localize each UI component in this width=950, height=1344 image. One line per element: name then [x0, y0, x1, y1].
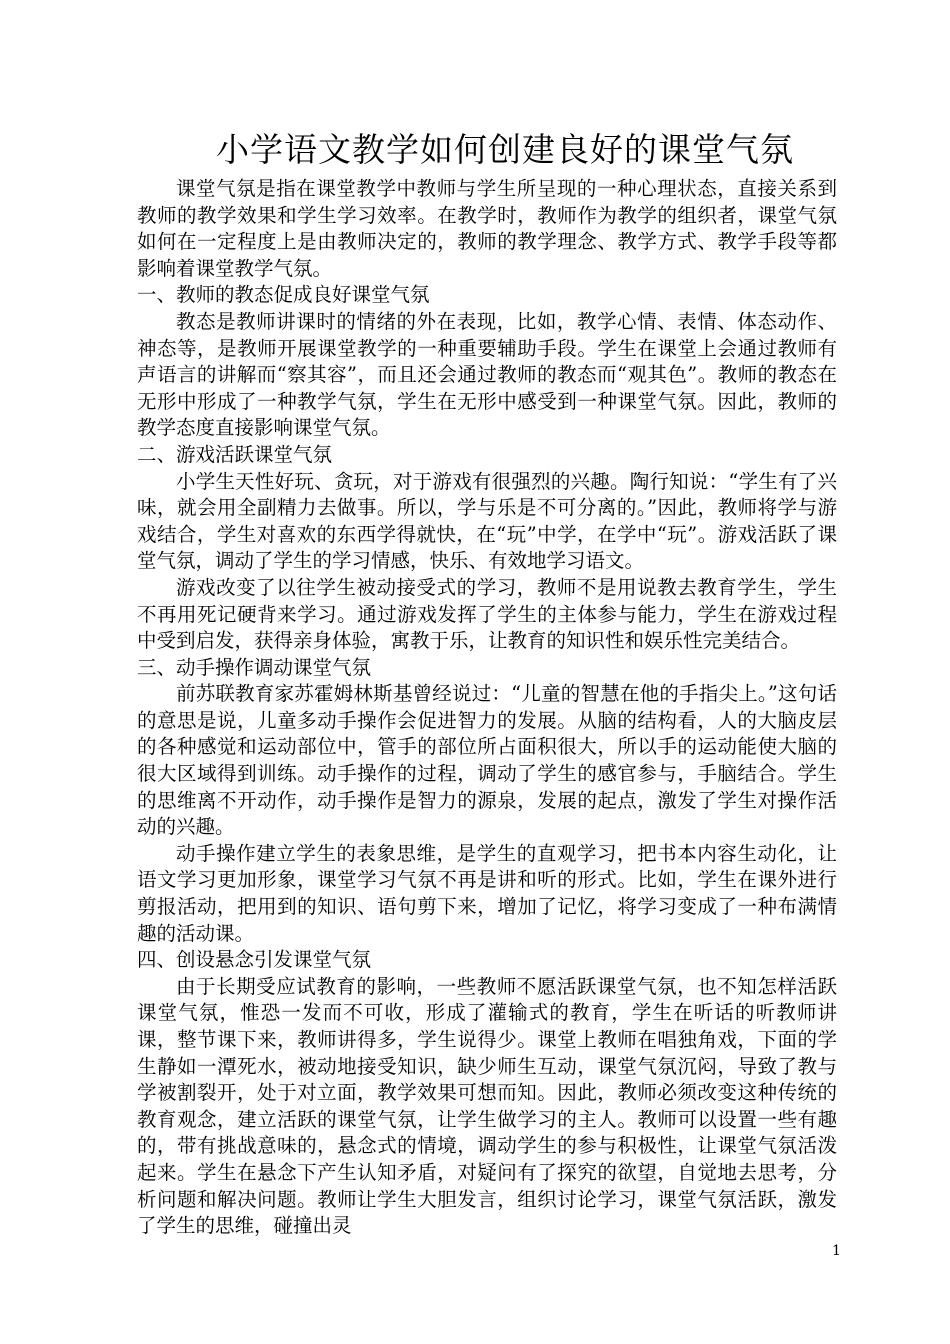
section-2-paragraph-2: 游戏改变了以往学生被动接受式的学习，教师不是用说教去教育学生，学生不再用死记硬背来学习。通过游戏发挥了学生的主体参与能力，学生在游戏过程中受到启发，获得亲身体验，寓教于乐，让教育的知识性和娱乐性完美结合。 — [137, 575, 837, 653]
section-heading-3: 三、动手操作调动课堂气氛 — [137, 655, 372, 679]
section-1-paragraph-1: 教态是教师讲课时的情绪的外在表现，比如，教学心情、表情、体态动作、神态等，是教师开展课堂教学的一种重要辅助手段。学生在课堂上会通过教师有声语言的讲解而“察其容”，而且还会通过教师的教态而“观其色”。教师的教态在无形中形成了一种教学气氛，学生在无形中感受到一种课堂气氛。因此，教师的教学态度直接影响课堂气氛。 — [137, 309, 837, 440]
section-4-paragraph-1: 由于长期受应试教育的影响，一些教师不愿活跃课堂气氛，也不知怎样活跃课堂气氛，惟恐一发而不可收，形成了灌输式的教育，学生在听话的听教师讲课，整节课下来，教师讲得多，学生说得少。课堂上教师在唱独角戏，下面的学生静如一潭死水，被动地接受知识，缺少师生互动，课堂气氛沉闷，导致了教与学被割裂开，处于对立面，教学效果可想而知。因此，教师必须改变这种传统的教育观念，建立活跃的课堂气氛，让学生做学习的主人。教师可以设置一些有趣的，带有挑战意味的，悬念式的情境，调动学生的参与积极性，让课堂气氛活泼起来。学生在悬念下产生认知矛盾，对疑问有了探究的欲望，自觉地去思考，分析问题和解决问题。教师让学生大胆发言，组织讨论学习，课堂气氛活跃，激发了学生的思维，碰撞出灵 — [137, 974, 837, 1238]
section-heading-1: 一、教师的教态促成良好课堂气氛 — [137, 283, 430, 307]
section-3-paragraph-1: 前苏联教育家苏霍姆林斯基曾经说过：“儿童的智慧在他的手指尖上。”这句话的意思是说，儿童多动手操作会促进智力的发展。从脑的结构看，人的大脑皮层的各种感觉和运动部位中，管手的部位所占面积很大，所以手的运动能使大脑的很大区域得到训练。动手操作的过程，调动了学生的感官参与，手脑结合。学生的思维离不开动作，动手操作是智力的源泉，发展的起点，激发了学生对操作活动的兴趣。 — [137, 682, 837, 839]
intro-paragraph: 课堂气氛是指在课堂教学中教师与学生所呈现的一种心理状态，直接关系到教师的教学效果和学生学习效率。在教学时，教师作为教学的组织者，课堂气氛如何在一定程度上是由教师决定的，教师的教学理念、教学方式、教学手段等都影响着课堂教学气氛。 — [137, 177, 837, 280]
document-body — [137, 176, 837, 1240]
section-heading-4: 四、创设悬念引发课堂气氛 — [137, 948, 372, 972]
section-3-paragraph-2: 动手操作建立学生的表象思维，是学生的直观学习，把书本内容生动化，让语文学习更加形象，课堂学习气氛不再是讲和听的形式。比如，学生在课外进行剪报活动，把用到的知识、语句剪下来，增加了记忆，将学习变成了一种布满情趣的活动课。 — [137, 841, 837, 945]
page-number: 1 — [832, 1243, 841, 1259]
section-2-paragraph-1: 小学生天性好玩、贪玩，对于游戏有很强烈的兴趣。陶行知说：“学生有了兴味，就会用全副精力去做事。所以，学与乐是不可分离的。”因此，教师将学与游戏结合，学生对喜欢的东西学得就快，在“玩”中学，在学中“玩”。游戏活跃了课堂气氛，调动了学生的学习情感，快乐、有效地学习语文。 — [137, 469, 837, 573]
document-title: 小学语文教学如何创建良好的课堂气氛 — [216, 130, 794, 169]
section-heading-2: 二、游戏活跃课堂气氛 — [137, 442, 333, 466]
